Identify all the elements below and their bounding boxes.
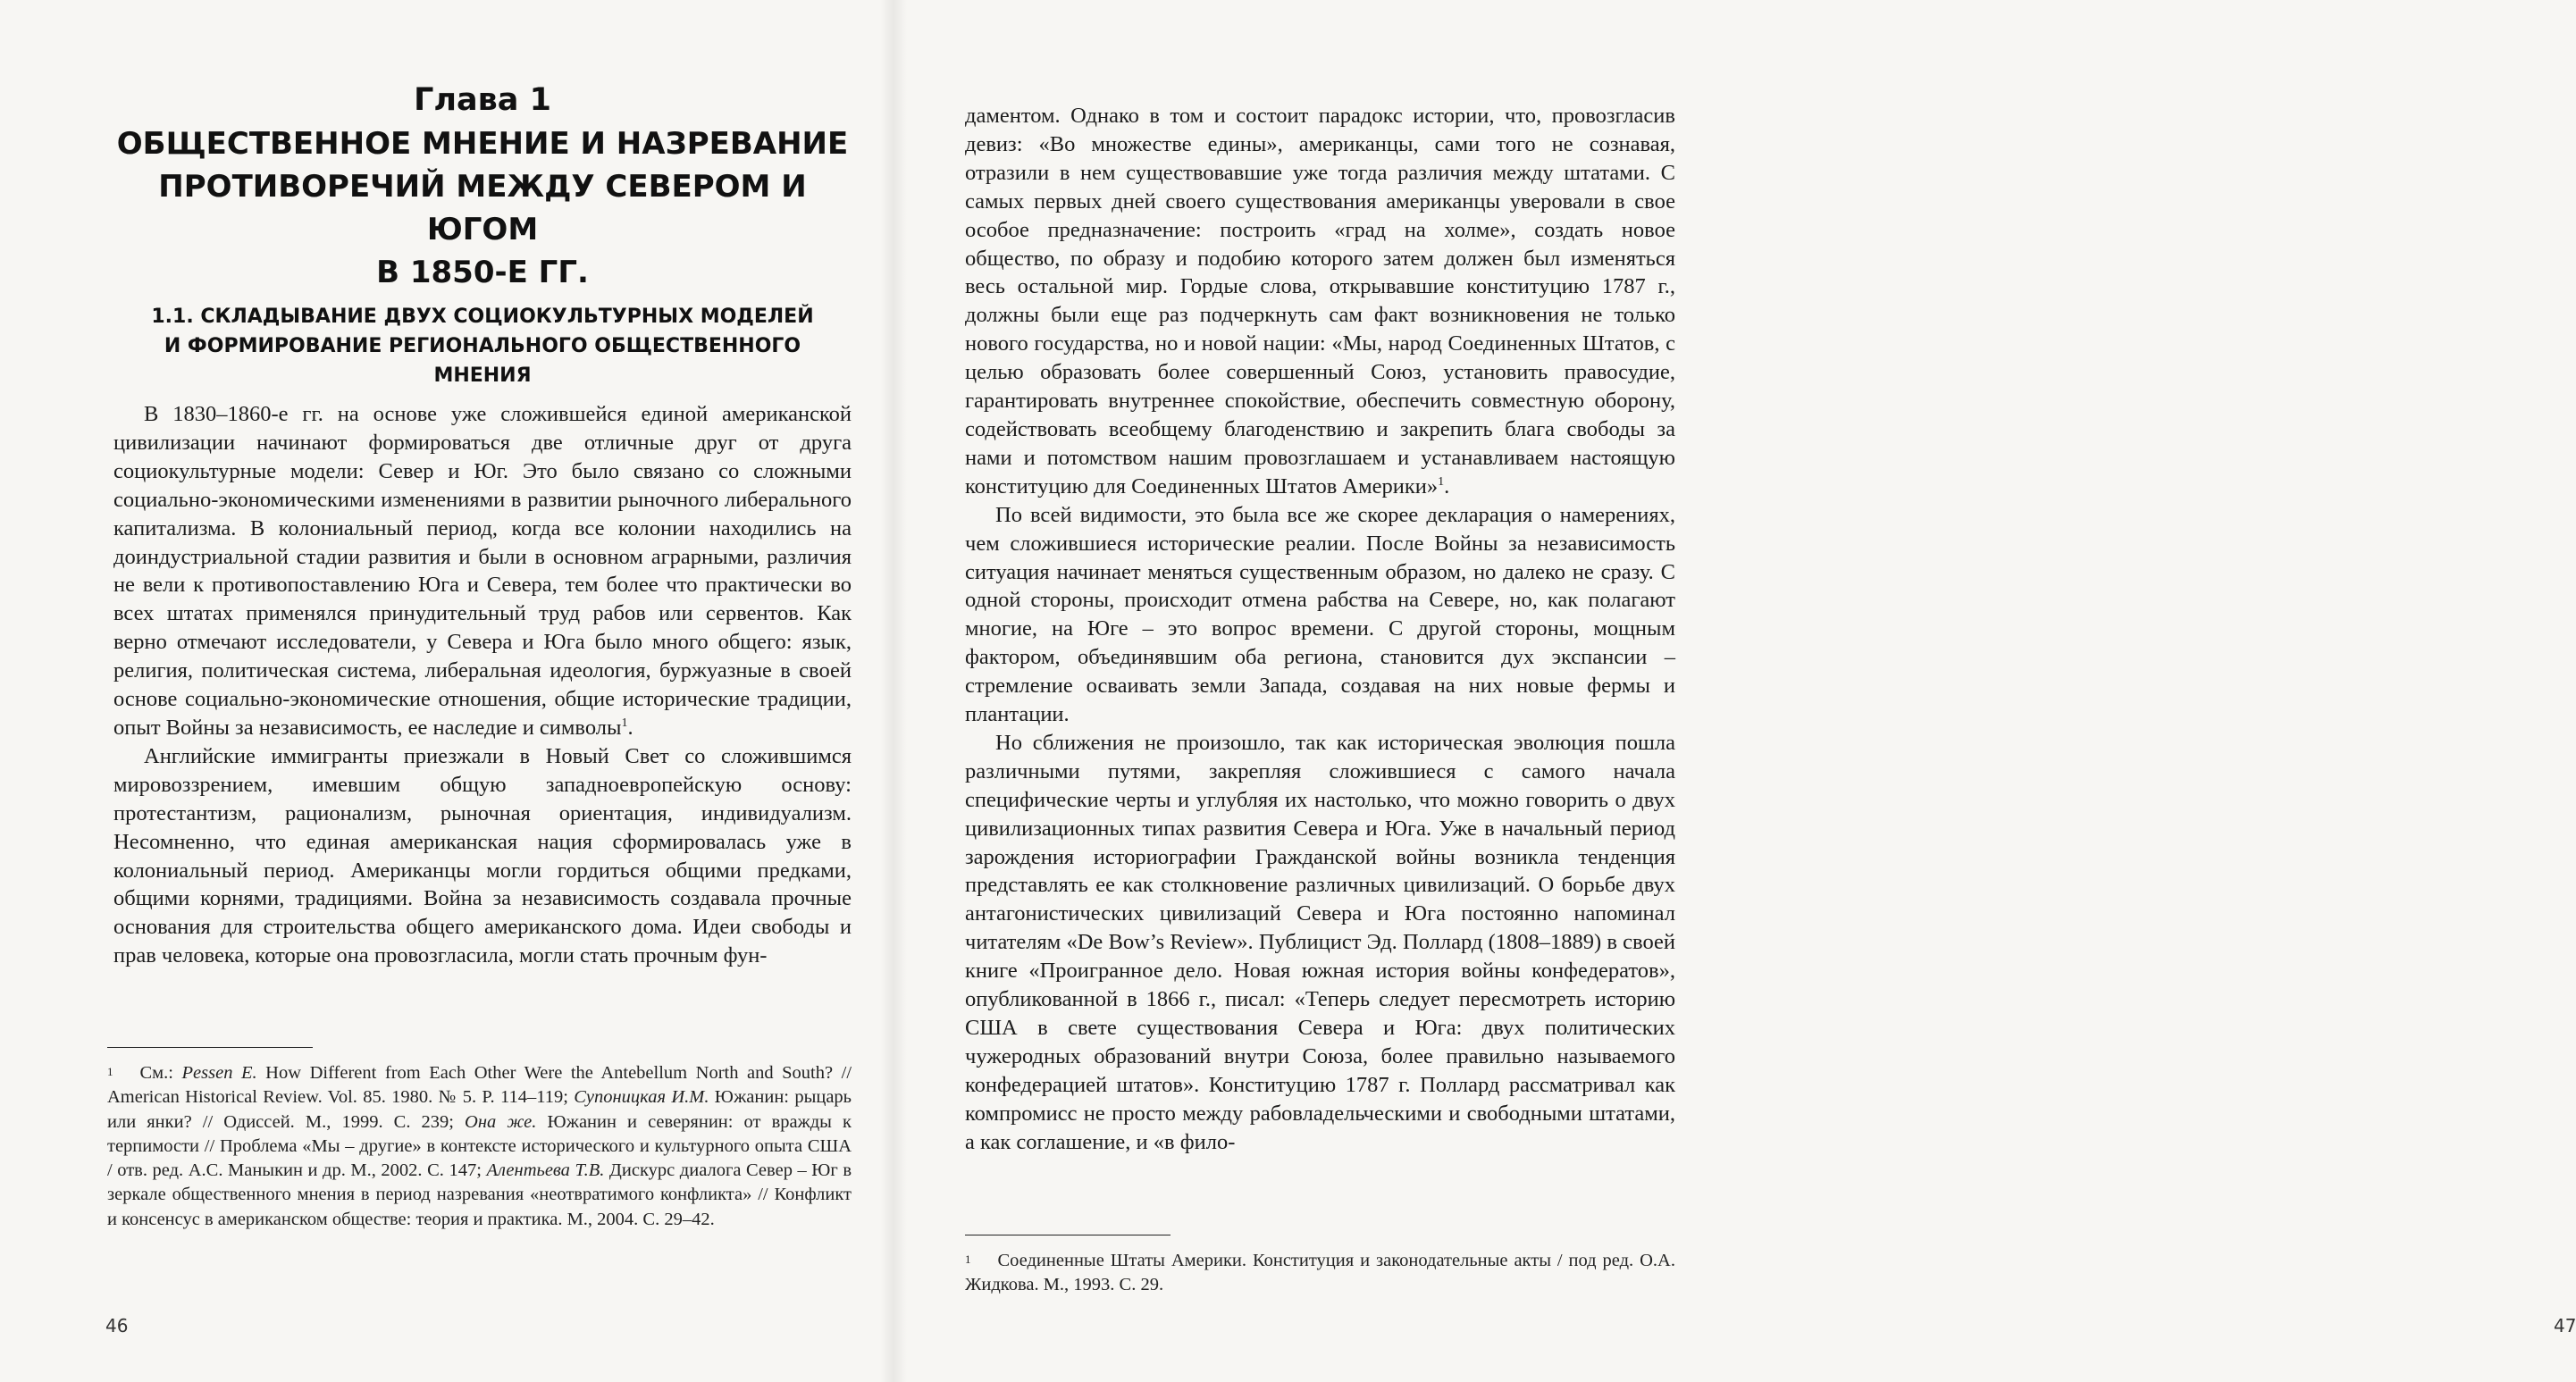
footnote: $^1$ См.: Pessen E. How Different from Each Other Were the Antebellum North and South? // American Historical Review. Vol. 85. 1980. № 5. P. 114–119; Супоницкая И.М. Южанин: рыцарь или янки? // Одиссей. М., 1999. С. 239; Она же. Южанин и северянин: от вражды к терпимости // Проблема «Мы – другие» в контексте исторического и культурного опыта США / отв. ред. А.С. Маныкин и др. М., 2002. С. 147; Алентьева Т.В. Дискурс диалога Север – Юг в зеркале общественного мнения в период назревания «неотвратимого конфликта» // Конфликт и консенсус в американском обществе: теория и практика. М., 2004. С. 29–42. — [107, 1063, 852, 1229]
footnote: $^1$ Соединенные Штаты Америки. Конституция и законодательные акты / под ред. О.А. Жидкова. М., 1993. С. 29. — [965, 1251, 1675, 1295]
left-page — [0, 0, 894, 1382]
chapter-title-line: ПРОТИВОРЕЧИЙ МЕЖДУ СЕВЕРОМ И ЮГОМ — [158, 169, 807, 247]
footnote-author: Она же. — [465, 1111, 537, 1132]
footnote-number: 1 — [965, 1252, 971, 1266]
section-title-line: МНЕНИЯ — [433, 364, 532, 387]
footnote-author: Супоницкая И.М. — [574, 1087, 709, 1108]
paragraph: даментом. Однако в том и состоит парадокс истории, что, провозгласив девиз: «Во множестве едины», американцы, сами того не сознавая, отразили в нем существовавшие уже тогда различия между штатами. С самых первых дней своего существования американцы уверовали в свое особое предназначение: построить «град на холме», создать новое общество, по образу и подобию которого затем должен был изменяться весь остальной мир. Гордые слова, открывавшие конституцию 1787 г., должны были еще раз подчеркнуть сам факт возникновения не только нового государства, но и новой нации: «Мы, народ Соединенных Штатов, с целью образовать более совершенный Союз, установить правосудие, гарантировать внутреннее спокойствие, обеспечить совместную оборону, содействовать всеобщему благоденствию и закрепить блага свободы за нами и потомством нашим провозглашаем и устанавливаем настоящую конституцию для Соединенных Штатов Америки»$^1$. — [965, 104, 1675, 498]
chapter-title — [107, 122, 858, 294]
paragraph: Но сближения не произошло, так как историческая эволюция пошла различными путями, закрепляя сложившиеся с самого начала специфические черты и углубляя их настолько, что можно говорить о двух цивилизационных типах развития Севера и Юга. Уже в начальный период зарождения историографии Гражданской войны возникла тенденция представлять ее как столкновение различных цивилизаций. О борьбе двух антагонистических цивилизаций Севера и Юга постоянно напоминал читателям «De Bow’s Review». Публицист Эд. Поллард (1808–1889) в своей книге «Проигранное дело. Новая южная история войны конфедератов», опубликованной в 1866 г., писал: «Теперь следует пересмотреть историю США в свете существования Севера и Юга: двух политических чужеродных образований внутри Союза, более правильно называемого конфедерацией штатов». Конституцию 1787 г. Поллард рассматривал как компромисс не просто между рабовладельческими и свободными штатами, а как соглашение, и «в фило- — [965, 730, 1675, 1154]
footnote-number: 1 — [107, 1065, 113, 1078]
chapter-title-line: В 1850-Е ГГ. — [376, 255, 589, 290]
page-number: 47 — [2554, 1315, 2576, 1336]
footnote-author: Алентьева Т.В. — [486, 1160, 605, 1181]
footnote-ref: 1 — [621, 716, 628, 730]
footnote-divider — [107, 1047, 313, 1048]
left-body-text — [113, 400, 852, 970]
chapter-number: Глава 1 — [414, 82, 551, 118]
paragraph: В 1830–1860-е гг. на основе уже сложившейся единой американской цивилизации начинают формироваться две отличные друг от друга социокультурные модели: Север и Юг. Это было связано со сложными социально-экономическими изменениями в развитии рыночного либерального капитализма. В колониальный период, когда все колонии находились на доиндустриальной стадии развития и были в основном аграрными, различия не вели к противопоставлению Юга и Севера, тем более что практически во всех штатах применялся принудительный труд рабов или сервентов. Как верно отмечают исследователи, у Севера и Юга было много общего: язык, религия, политическая система, либеральная идеология, буржуазные в своей основе социально-экономические отношения, общие исторические традиции, опыт Войны за независимость, ее наследие и символы$^1$. — [113, 402, 852, 740]
right-body-text — [965, 102, 1675, 1157]
footnote-author: Pessen E. — [181, 1063, 257, 1083]
section-title-line: 1.1. СКЛАДЫВАНИЕ ДВУХ СОЦИОКУЛЬТУРНЫХ МОДЕЛЕЙ — [151, 306, 814, 328]
section-title — [134, 302, 831, 390]
footnote-ref: 1 — [1438, 474, 1445, 489]
chapter-heading — [107, 79, 858, 294]
chapter-title-line: ОБЩЕСТВЕННОЕ МНЕНИЕ И НАЗРЕВАНИЕ — [116, 126, 849, 162]
paragraph: Английские иммигранты приезжали в Новый Свет со сложившимся мировоззрением, имевшим общую западноевропейскую основу: протестантизм, рационализм, рыночная ориентация, индивидуализм. Несомненно, что единая американская нация сформировалась уже в колониальный период. Американцы могли гордиться общими предками, общими корнями, традициями. Война за независимость создавала прочные основания для строительства общего американского дома. Идеи свободы и прав человека, которые она провозгласила, могли стать прочным фун- — [113, 743, 852, 968]
right-page — [894, 0, 2576, 1382]
page-number: 46 — [105, 1315, 129, 1336]
section-title-line: И ФОРМИРОВАНИЕ РЕГИОНАЛЬНОГО ОБЩЕСТВЕННОГО — [164, 335, 801, 357]
paragraph: По всей видимости, это была все же скорее декларация о намерениях, чем сложившиеся исторические реалии. После Войны за независимость ситуация начинает меняться существенным образом, но далеко не сразу. С одной стороны, происходит отмена рабства на Севере, но, как полагают многие, на Юге – это вопрос времени. С другой стороны, мощным фактором, объединявшим оба региона, становится дух экспансии – стремление осваивать земли Запада, создавая на них новые фермы и плантации. — [965, 502, 1675, 727]
